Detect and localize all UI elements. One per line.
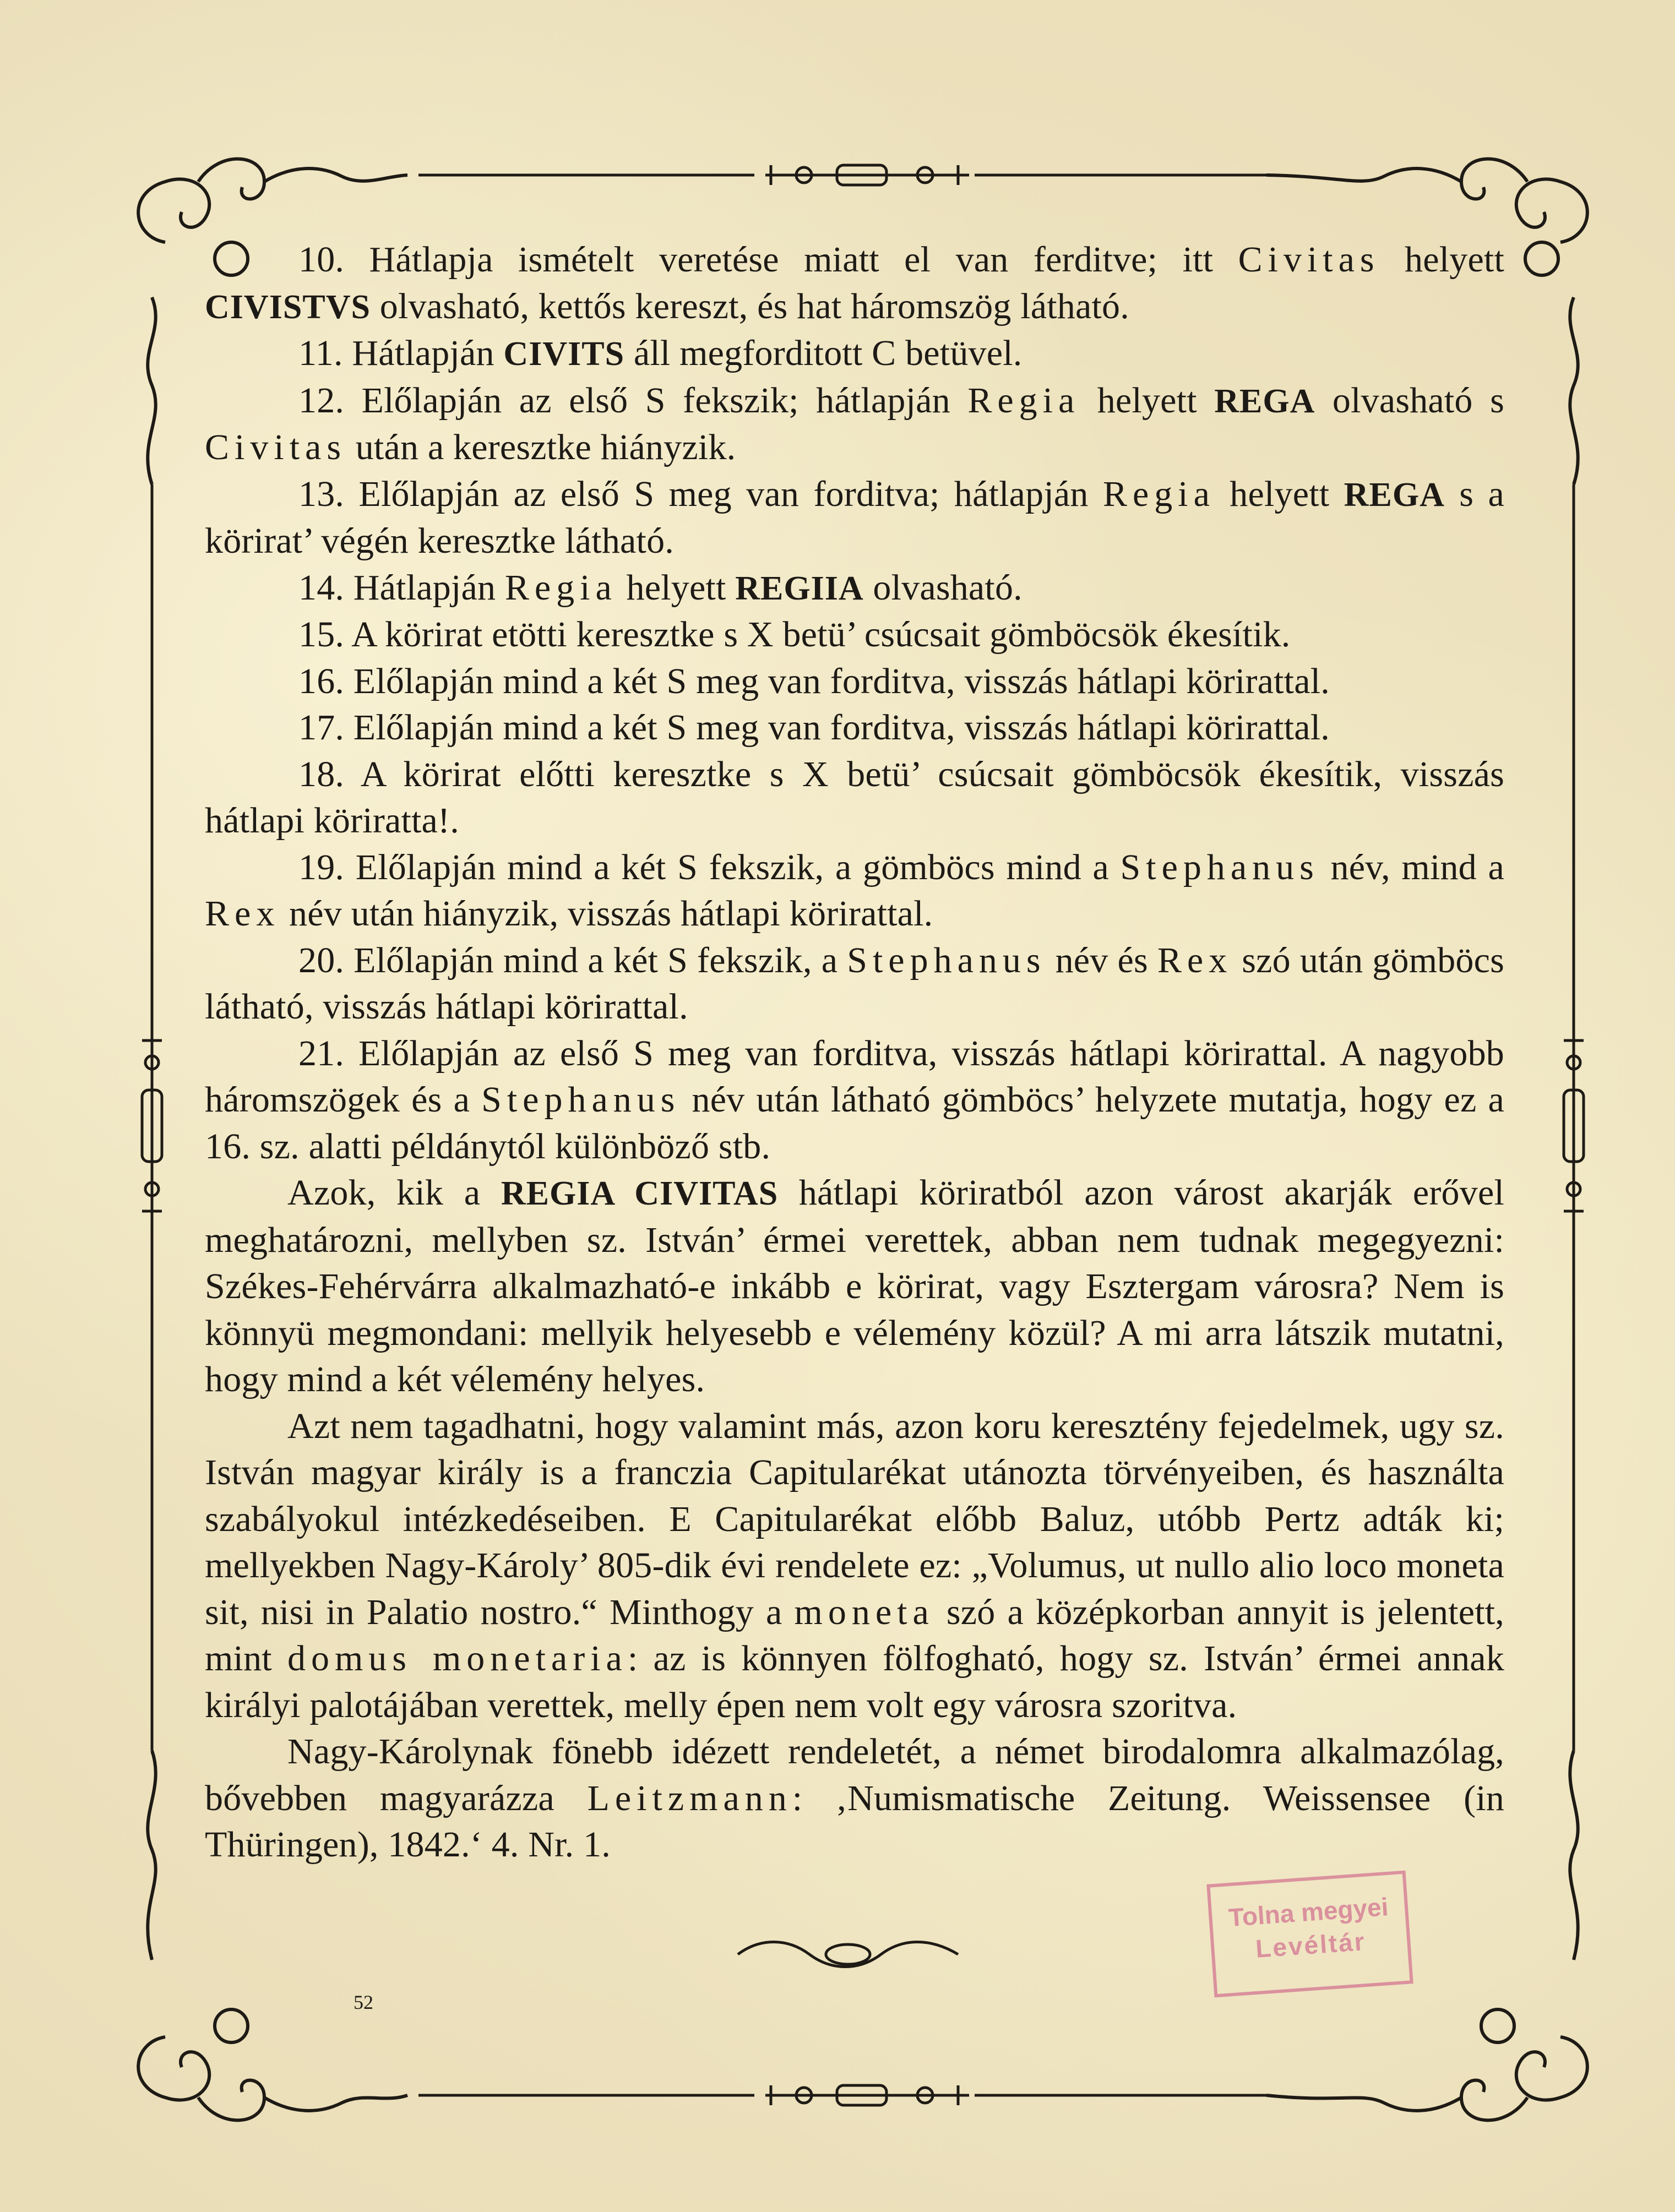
- spaced-word: Regia: [1102, 473, 1215, 514]
- paragraph-azok: [205, 1170, 1504, 1403]
- text-segment: 15. A körirat etötti keresztke s X betü’ csúcsait gömböcsök ékesítik.: [298, 614, 1291, 655]
- text-segment: név után hiányzik, visszás hátlapi körirattal.: [280, 893, 933, 934]
- stamp-line-1: Tolna megyei: [1227, 1892, 1389, 1932]
- entry-17: [205, 705, 1504, 751]
- stamp-line-2: Levéltár: [1254, 1927, 1367, 1963]
- text-segment: 13. Előlapján az első S meg van forditva; hátlapján: [298, 473, 1103, 514]
- text-segment: olvasható.: [863, 567, 1023, 608]
- paragraph-nagy-karoly: [205, 1729, 1504, 1868]
- text-segment: 16. Előlapján mind a két S meg van forditva, visszás hátlapi körirattal.: [298, 661, 1330, 701]
- text-segment: után a keresztke hiányzik.: [346, 427, 736, 467]
- text-segment: : az is könnyen fölfogható, hogy sz. István’ érmei annak királyi palotájában verettek, melly épen nem volt egy városra szoritva.: [205, 1638, 1504, 1725]
- text-segment: szó a középkorban annyit is jelentett, mint: [205, 1592, 1504, 1679]
- spaced-word: Regia: [967, 380, 1080, 421]
- caps-word: REGIIA: [735, 569, 864, 607]
- text-segment: s a körirat’ végén keresztke látható.: [205, 473, 1504, 561]
- text-segment: Azok, kik a: [287, 1173, 501, 1213]
- caps-word: CIVISTVS: [205, 288, 371, 326]
- entry-19: [205, 845, 1504, 938]
- spaced-word: Civitas: [205, 427, 347, 467]
- entry-20: [205, 938, 1504, 1031]
- entry-15: [205, 612, 1504, 658]
- text-segment: szó után gömböcs látható, visszás hátlapi körirattal.: [205, 940, 1505, 1027]
- text-segment: 12. Előlapján az első S fekszik; hátlapján: [298, 380, 968, 421]
- text-segment: hátlapi köriratból azon várost akarják erővel meghatározni, mellyben sz. István’ érmei verettek, abban nem tudnak megegyezni: Székes-Fehérvárra alkalmazható-e inkább e körirat, vagy Esztergam városra? Nem is könnyü megmondani: mellyik helyesebb e vélemény közül? A mi arra látszik mutatni, hogy mind a két vélemény helyes.: [205, 1173, 1504, 1399]
- spaced-word: Regia: [504, 567, 617, 608]
- spaced-word: Stephanus: [1120, 847, 1319, 887]
- text-segment: helyett: [1379, 239, 1505, 280]
- text-segment: helyett: [1215, 473, 1344, 514]
- text-segment: név és: [1046, 940, 1157, 980]
- archive-stamp: [1206, 1871, 1413, 1998]
- text-segment: olvasható, kettős kereszt, és hat háromszög látható.: [371, 286, 1129, 326]
- text-segment: Nagy-Károlynak fönebb idézett rendeletét, a német birodalomra alkalmazólag, bővebben magyarázza: [205, 1731, 1504, 1818]
- caps-word: CIVITS: [503, 335, 625, 373]
- entry-12: [205, 378, 1504, 471]
- text-segment: 21. Előlapján az első S meg van forditva, visszás hátlapi körirattal. A nagyobb háromszögek és a: [205, 1033, 1504, 1120]
- text-segment: 14. Hátlapján: [298, 567, 505, 608]
- entry-14: [205, 565, 1504, 612]
- entry-10: [205, 237, 1504, 330]
- entry-21: [205, 1031, 1504, 1170]
- spaced-word: Rex: [205, 893, 280, 934]
- text-segment: helyett: [1080, 380, 1215, 421]
- spaced-word: Civitas: [1238, 239, 1380, 280]
- text-segment: 11. Hátlapján: [298, 333, 504, 373]
- spaced-word: Stephanus: [847, 940, 1046, 980]
- page-text: [205, 237, 1504, 1868]
- text-segment: név, mind a: [1319, 847, 1504, 887]
- caps-word: REGIA CIVITAS: [501, 1175, 779, 1212]
- text-segment: : ‚Numismatische Zeitung. Weissensee (in Thüringen), 1842.‘ 4. Nr. 1.: [205, 1778, 1504, 1865]
- text-segment: név után látható gömböcs’ helyzete mutatja, hogy ez a 16. sz. alatti példánytól különböző stb.: [205, 1080, 1504, 1167]
- spaced-word: Leitzmann: [587, 1778, 792, 1818]
- text-segment: 19. Előlapján mind a két S fekszik, a gömböcs mind a: [298, 847, 1121, 887]
- text-segment: olvasható s: [1315, 380, 1504, 421]
- text-segment: 10. Hátlapja ismételt veretése miatt el van ferditve; itt: [298, 239, 1238, 280]
- entry-16: [205, 658, 1504, 705]
- spaced-word: Rex: [1157, 940, 1233, 980]
- text-segment: áll megforditott C betüvel.: [624, 333, 1023, 373]
- entry-13: [205, 471, 1504, 565]
- entry-18: [205, 751, 1504, 845]
- caps-word: REGA: [1344, 476, 1445, 514]
- text-segment: 20. Előlapján mind a két S fekszik, a: [298, 940, 847, 980]
- text-segment: 18. A körirat előtti keresztke s X betü’ csúcsait gömböcsök ékesítik, visszás hátlapi köriratta!.: [205, 754, 1504, 841]
- page-number: 52: [354, 1991, 373, 2013]
- text-segment: Azt nem tagadhatni, hogy valamint más, azon koru keresztény fejedelmek, ugy sz. István magyar király is a franczia Capitularékat utánozta törvényeiben, és használta szabályokul intézkedéseiben. E Capitularékat előbb Baluz, utóbb Pertz adták ki; mellyekben Nagy-Károly’ 805-dik évi rendelete ez: „Volumus, ut nullo alio loco moneta sit, nisi in Palatio nostro.“ Minthogy a: [205, 1405, 1504, 1632]
- spaced-word: domus monetaria: [287, 1638, 628, 1679]
- text-segment: 17. Előlapján mind a két S meg van forditva, visszás hátlapi körirattal.: [298, 707, 1330, 748]
- text-segment: helyett: [617, 567, 736, 608]
- paragraph-azt: [205, 1403, 1504, 1729]
- spaced-word: moneta: [794, 1592, 934, 1632]
- caps-word: REGA: [1214, 382, 1315, 420]
- entry-11: [205, 330, 1504, 378]
- spaced-word: Stephanus: [481, 1080, 681, 1120]
